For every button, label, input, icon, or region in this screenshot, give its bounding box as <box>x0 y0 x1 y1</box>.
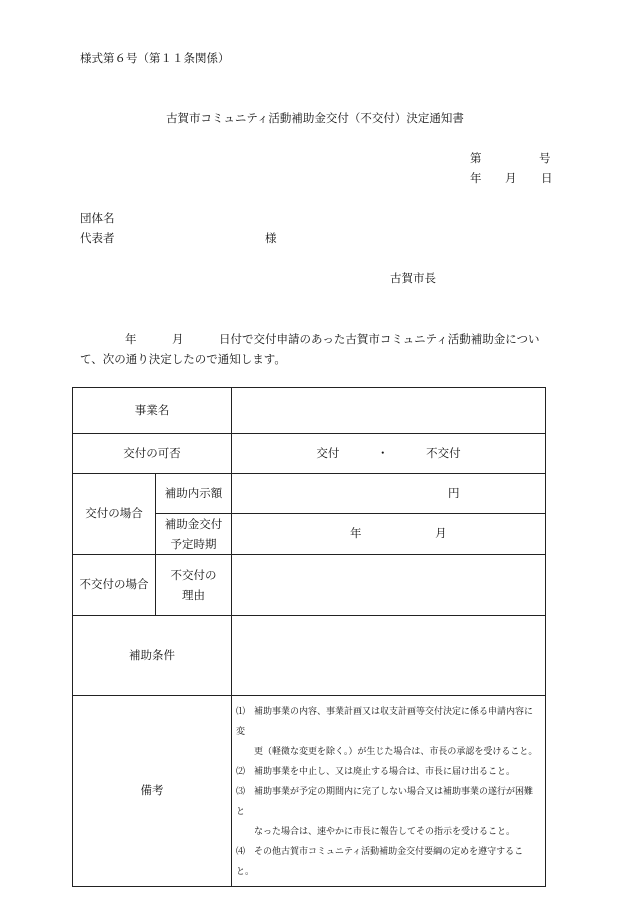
note-item: ⑴ 補助事業の内容、事業計画又は収支計画等交付決定に係る申請内容に変 <box>236 707 534 737</box>
reason-label-line-2: 理由 <box>182 588 205 602</box>
note-item: ⑷ その他古賀市コミュニティ活動補助金交付要綱の定めを遵守すること。 <box>236 847 524 877</box>
conditions-field[interactable] <box>232 616 546 696</box>
timing-label <box>156 514 232 555</box>
note-item: ⑶ 補助事業が予定の期間内に完了しない場合又は補助事業の遂行が困難と <box>236 787 534 817</box>
no-grant-case-label: 不交付の場合 <box>73 555 156 616</box>
body-paragraph-line-1 <box>80 331 550 347</box>
project-name-label: 事業名 <box>73 388 232 434</box>
body-year-label: 年 <box>125 332 137 346</box>
body-text: 日付で交付申請のあった古賀市コミュニティ活動補助金につい <box>219 332 540 346</box>
representative-label: 代表者 <box>80 231 115 245</box>
amount-label: 補助内示額 <box>156 474 232 514</box>
body-month-label: 月 <box>172 332 184 346</box>
date-month-label: 月 <box>505 171 517 185</box>
document-number-suffix: 号 <box>539 151 551 165</box>
note-item-continued: なった場合は、速やかに市長に報告してその指示を受けること。 <box>254 827 516 837</box>
issuer-name: 古賀市長 <box>390 271 436 285</box>
remarks-label: 備考 <box>73 696 232 887</box>
timing-year-label: 年 <box>350 526 362 541</box>
option-separator: ・ <box>377 445 389 460</box>
timing-label-line-1: 補助金交付 <box>164 517 223 531</box>
timing-field[interactable] <box>232 514 546 555</box>
approval-options <box>232 434 546 474</box>
reason-field[interactable] <box>232 555 546 616</box>
document-title: 古賀市コミュニティ活動補助金交付（不交付）決定通知書 <box>166 111 464 125</box>
note-item: ⑵ 補助事業を中止し、又は廃止する場合は、市長に届け出ること。 <box>236 767 516 777</box>
document-number-prefix: 第 <box>470 151 482 165</box>
no-grant-row <box>73 555 546 616</box>
approval-row <box>73 434 546 474</box>
reason-label-line-1: 不交付の <box>170 568 217 582</box>
decision-table <box>72 387 546 887</box>
conditions-label: 補助条件 <box>73 616 232 696</box>
grant-amount-row <box>73 474 546 514</box>
amount-unit: 円 <box>448 485 460 500</box>
grant-case-label: 交付の場合 <box>73 474 156 555</box>
reason-label <box>156 555 232 616</box>
timing-month-label: 月 <box>435 526 447 541</box>
honorific-label: 様 <box>265 231 277 245</box>
no-grant-option[interactable]: 不交付 <box>426 445 461 460</box>
remarks-row <box>73 696 546 887</box>
form-number: 様式第６号（第１１条関係） <box>80 51 230 65</box>
project-name-row <box>73 388 546 434</box>
amount-field[interactable] <box>232 474 546 514</box>
conditions-row <box>73 616 546 696</box>
date-year-label: 年 <box>470 171 482 185</box>
organization-label: 団体名 <box>80 211 115 225</box>
approval-label: 交付の可否 <box>73 434 232 474</box>
timing-label-line-2: 予定時期 <box>170 537 217 551</box>
project-name-field[interactable] <box>232 388 546 434</box>
note-item-continued: 更（軽微な変更を除く。）が生じた場合は、市長の承認を受けること。 <box>254 747 538 757</box>
grant-option[interactable]: 交付 <box>316 445 340 460</box>
remarks-notes <box>232 696 546 887</box>
date-day-label: 日 <box>541 171 553 185</box>
body-paragraph-line-2: て、次の通り決定したので通知します。 <box>80 352 286 366</box>
